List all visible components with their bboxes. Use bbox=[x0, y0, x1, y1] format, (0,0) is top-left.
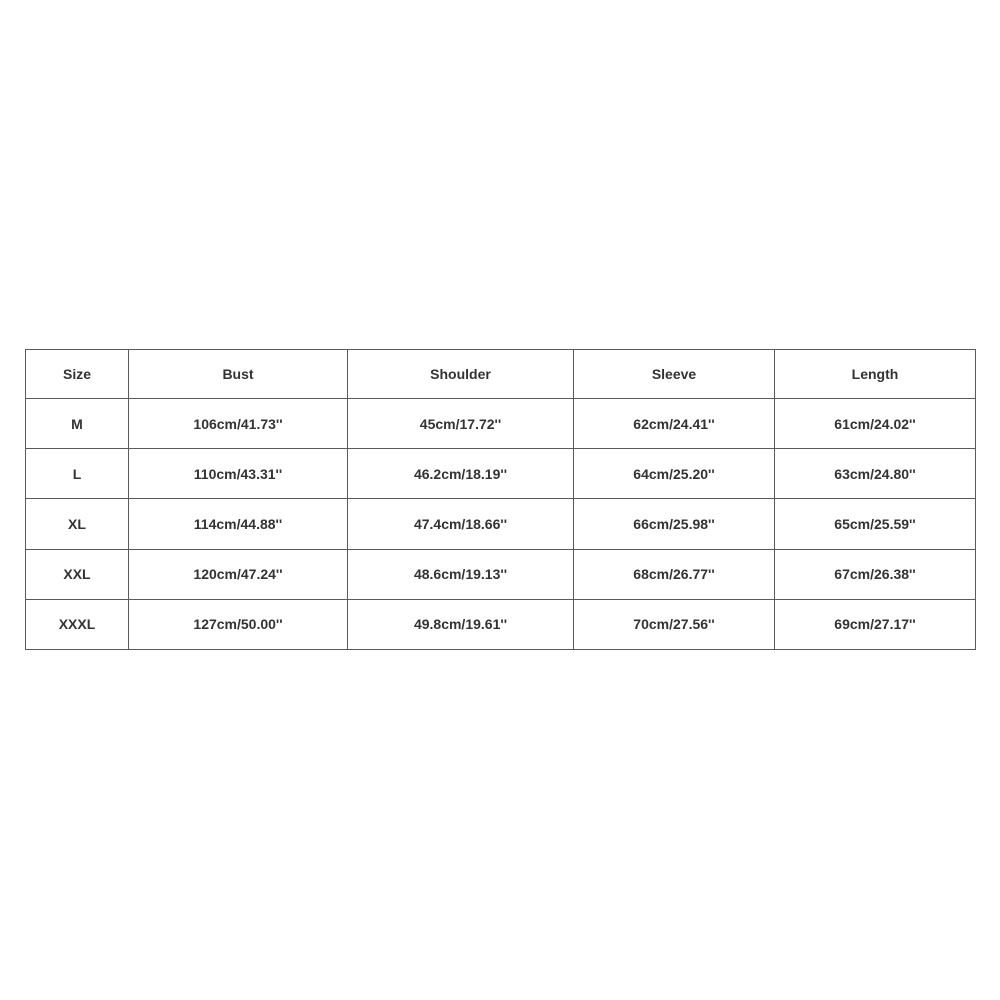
cell-shoulder: 45cm/17.72'' bbox=[348, 399, 574, 449]
size-chart-table bbox=[25, 349, 976, 650]
cell-bust: 110cm/43.31'' bbox=[129, 449, 348, 499]
cell-size: XXXL bbox=[26, 599, 129, 649]
cell-length: 61cm/24.02'' bbox=[775, 399, 976, 449]
table-row bbox=[26, 599, 976, 649]
table-row bbox=[26, 449, 976, 499]
cell-sleeve: 68cm/26.77'' bbox=[574, 549, 775, 599]
cell-bust: 114cm/44.88'' bbox=[129, 499, 348, 549]
cell-bust: 106cm/41.73'' bbox=[129, 399, 348, 449]
cell-sleeve: 70cm/27.56'' bbox=[574, 599, 775, 649]
cell-length: 67cm/26.38'' bbox=[775, 549, 976, 599]
header-shoulder: Shoulder bbox=[348, 350, 574, 399]
header-size: Size bbox=[26, 350, 129, 399]
cell-sleeve: 62cm/24.41'' bbox=[574, 399, 775, 449]
cell-size: M bbox=[26, 399, 129, 449]
cell-size: L bbox=[26, 449, 129, 499]
table-row bbox=[26, 549, 976, 599]
header-length: Length bbox=[775, 350, 976, 399]
table-row bbox=[26, 399, 976, 449]
table-row bbox=[26, 499, 976, 549]
header-bust: Bust bbox=[129, 350, 348, 399]
table-header-row bbox=[26, 350, 976, 399]
cell-bust: 127cm/50.00'' bbox=[129, 599, 348, 649]
cell-bust: 120cm/47.24'' bbox=[129, 549, 348, 599]
cell-size: XXL bbox=[26, 549, 129, 599]
cell-shoulder: 46.2cm/18.19'' bbox=[348, 449, 574, 499]
cell-shoulder: 49.8cm/19.61'' bbox=[348, 599, 574, 649]
cell-length: 63cm/24.80'' bbox=[775, 449, 976, 499]
cell-length: 65cm/25.59'' bbox=[775, 499, 976, 549]
cell-sleeve: 66cm/25.98'' bbox=[574, 499, 775, 549]
header-sleeve: Sleeve bbox=[574, 350, 775, 399]
cell-size: XL bbox=[26, 499, 129, 549]
cell-shoulder: 48.6cm/19.13'' bbox=[348, 549, 574, 599]
cell-sleeve: 64cm/25.20'' bbox=[574, 449, 775, 499]
cell-shoulder: 47.4cm/18.66'' bbox=[348, 499, 574, 549]
cell-length: 69cm/27.17'' bbox=[775, 599, 976, 649]
